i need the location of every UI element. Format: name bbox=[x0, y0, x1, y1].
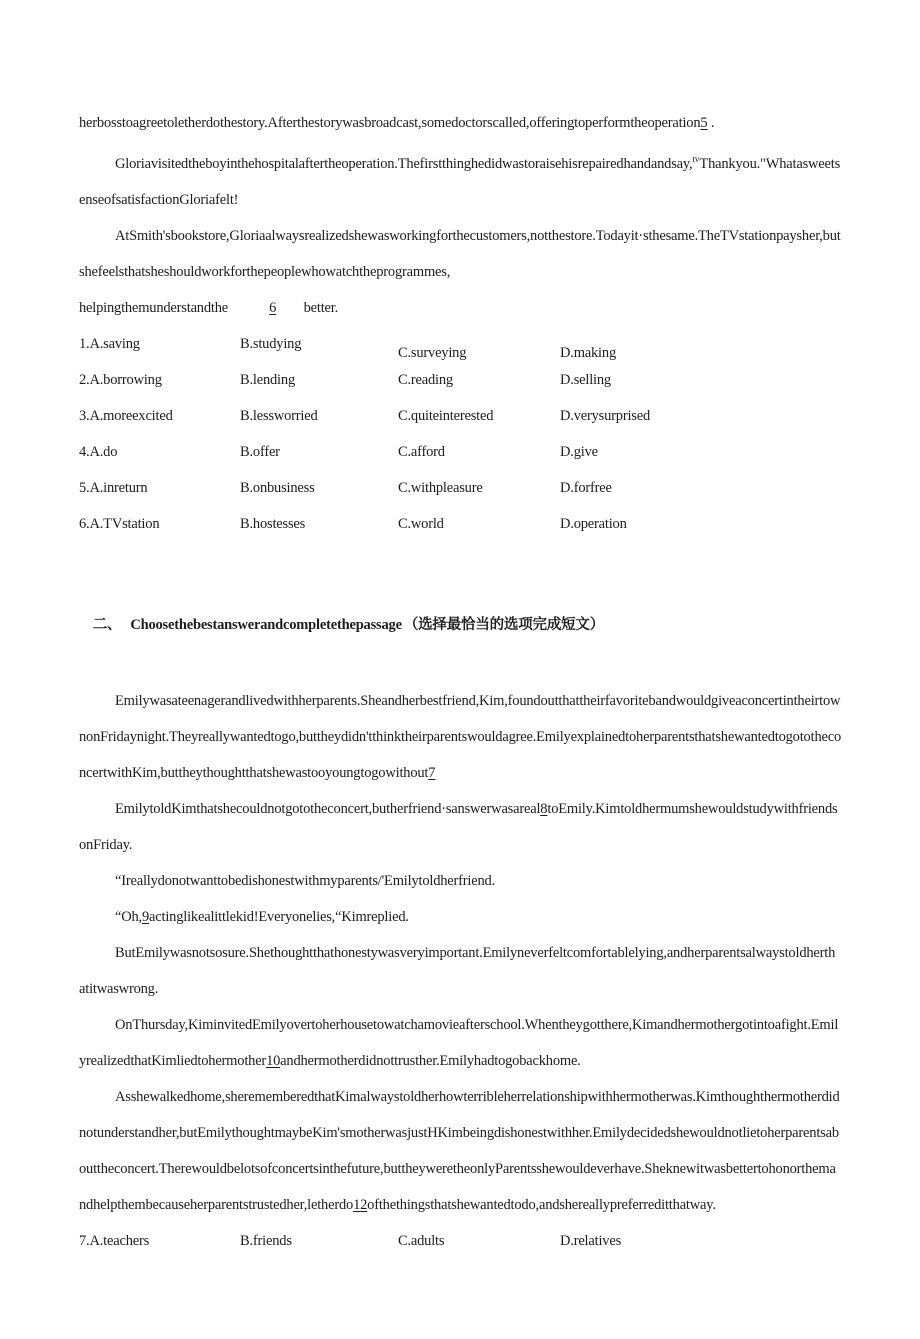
option-c: C.afford bbox=[398, 444, 445, 460]
question-row bbox=[79, 398, 841, 434]
text-run: andhermotherdidnottrusther.Emilyhadtogobackhome. bbox=[280, 1053, 581, 1069]
option-a: 3.A.moreexcited bbox=[79, 408, 173, 424]
text-run: AtSmith'sbookstore,Gloriaalwaysrealizedshewasworkingforthecustomers,notthestore.Todayit·sthesame.TheTVstationpaysher,butshefeelsthatsheshouldworkforthepeoplewhowatchtheprogrammes, bbox=[79, 228, 841, 280]
text-run: “Ireallydonotwanttobedishonestwithmyparents/'Emilytoldherfriend. bbox=[115, 873, 496, 889]
text-run: “Oh, bbox=[115, 909, 142, 925]
option-b: B.onbusiness bbox=[240, 480, 315, 496]
text-run: . bbox=[707, 115, 715, 131]
option-c: C.quiteinterested bbox=[398, 408, 494, 424]
blank-number: 9 bbox=[141, 909, 150, 925]
option-a: 2.A.borrowing bbox=[79, 372, 162, 388]
option-d: D.relatives bbox=[560, 1233, 622, 1249]
paragraph bbox=[79, 791, 841, 863]
option-c: C.world bbox=[398, 516, 444, 532]
paragraph bbox=[79, 899, 841, 935]
text-run: better. bbox=[276, 300, 339, 316]
paragraph bbox=[79, 141, 841, 218]
superscript-text: tv bbox=[692, 154, 700, 164]
option-b: B.lessworried bbox=[240, 408, 318, 424]
paragraph bbox=[79, 935, 841, 1007]
option-d: D.selling bbox=[560, 372, 611, 388]
option-c: C.adults bbox=[398, 1233, 445, 1249]
option-b: B.offer bbox=[240, 444, 280, 460]
question-row bbox=[79, 506, 841, 542]
section-number: 二、 bbox=[92, 617, 122, 633]
question-row bbox=[79, 1223, 841, 1259]
section-title-chinese: （选择最恰当的选项完成短文） bbox=[403, 617, 605, 633]
option-c: C.reading bbox=[398, 372, 453, 388]
option-d: D.verysurprised bbox=[560, 408, 651, 424]
paragraph bbox=[79, 1079, 841, 1223]
section2-passage bbox=[79, 683, 841, 1223]
text-run: Asshewalkedhome,sherememberedthatKimalwaystoldherhowterribleherrelationshipwithhermotherwas.Kimthoughthermotherdidnotunderstandher,butEmilythoughtmaybeKim'smotherwasjustHKimbeingdishonestwithher.Emilydecidedshewouldnotlietoherparentsabouttheconcert.Therewouldbelotsofconcertsinthefuture,buttheyweretheonlyParentsshewouldeverhave.Sheknewitwasbettertohonorthemandhelpthembecauseherparentstrustedher,letherdo bbox=[79, 1089, 840, 1213]
question-row bbox=[79, 326, 841, 362]
text-run: Thankyou."WhatasweetsenseofsatisfactionGloriafelt! bbox=[79, 156, 841, 208]
paragraph bbox=[79, 105, 841, 141]
text-run: OnThursday,KiminvitedEmilyovertoherhousetowatchamovieafterschool.Whentheygotthere,Kimandhermothergotintoafight.EmilyrealizedthatKimliedtohermother bbox=[79, 1017, 839, 1069]
text-run: Gloriavisitedtheboyinthehospitalaftertheoperation.Thefirstthinghedidwastoraisehisrepairedhandandsay, bbox=[115, 156, 693, 172]
text-run: EmilytoldKimthatshecouldnotgototheconcert,butherfriend·sanswerwasareal bbox=[115, 801, 541, 817]
section2-questions bbox=[79, 1223, 841, 1259]
text-run: toEmily.KimtoldhermumshewouldstudywithfriendsonFriday. bbox=[79, 801, 838, 853]
option-a: 4.A.do bbox=[79, 444, 118, 460]
section2-heading bbox=[79, 571, 841, 679]
option-d: D.give bbox=[560, 444, 598, 460]
option-d: D.making bbox=[560, 345, 616, 361]
paragraph bbox=[79, 683, 841, 791]
blank-number: 8 bbox=[540, 801, 548, 817]
question-row bbox=[79, 470, 841, 506]
paragraph bbox=[79, 1007, 841, 1079]
option-b: B.friends bbox=[240, 1233, 292, 1249]
option-b: B.lending bbox=[240, 372, 295, 388]
blank-number: 12 bbox=[353, 1197, 368, 1213]
option-d: D.forfree bbox=[560, 480, 612, 496]
text-run: ButEmilywasnotsosure.Shethoughtthathonestywasveryimportant.Emilyneverfeltcomfortablelying,andherparentsalwaystoldherthatitwaswrong. bbox=[79, 945, 836, 997]
option-a: 1.A.saving bbox=[79, 336, 140, 352]
blank-number: 5 bbox=[700, 115, 708, 131]
option-c: C.surveying bbox=[398, 345, 467, 361]
option-a: 5.A.inreturn bbox=[79, 480, 148, 496]
option-d: D.operation bbox=[560, 516, 627, 532]
option-a: 7.A.teachers bbox=[79, 1233, 150, 1249]
blank-number: 7 bbox=[428, 765, 436, 781]
option-b: B.studying bbox=[240, 336, 302, 352]
text-run: herbosstoagreetoletherdothestory.Afterthestorywasbroadcast,somedoctorscalled,offeringtoperformtheoperation bbox=[79, 115, 701, 131]
question-row bbox=[79, 434, 841, 470]
text-run: ofthethingsthatshewantedtodo,andshereallypreferreditthatway. bbox=[367, 1197, 716, 1213]
option-c: C.withpleasure bbox=[398, 480, 483, 496]
blank-number: 10 bbox=[266, 1053, 281, 1069]
paragraph bbox=[79, 863, 841, 899]
text-run: actinglikealittlekid!Everyonelies,“Kimreplied. bbox=[149, 909, 409, 925]
text-run: helpingthemunderstandthe bbox=[79, 300, 270, 316]
text-run: Emilywasateenagerandlivedwithherparents.Sheandherbestfriend,Kim,foundoutthattheirfavoritebandwouldgiveaconcertintheirtownonFridaynight.Theyreallywantedtogo,buttheydidn'tthinktheirparentswouldagree.EmilyexplainedtoherparentsthatshewantedtogototheconcertwithKim,buttheythoughtthatshewastooyoungtogowithout bbox=[79, 693, 842, 781]
section1-passage bbox=[79, 105, 841, 326]
option-b: B.hostesses bbox=[240, 516, 306, 532]
section-title-english: Choosethebestanswerandcompletethepassage bbox=[130, 617, 402, 633]
option-a: 6.A.TVstation bbox=[79, 516, 160, 532]
blank-number: 6 bbox=[269, 300, 277, 316]
paragraph bbox=[79, 290, 841, 326]
section1-questions bbox=[79, 326, 841, 542]
paragraph bbox=[79, 218, 841, 290]
